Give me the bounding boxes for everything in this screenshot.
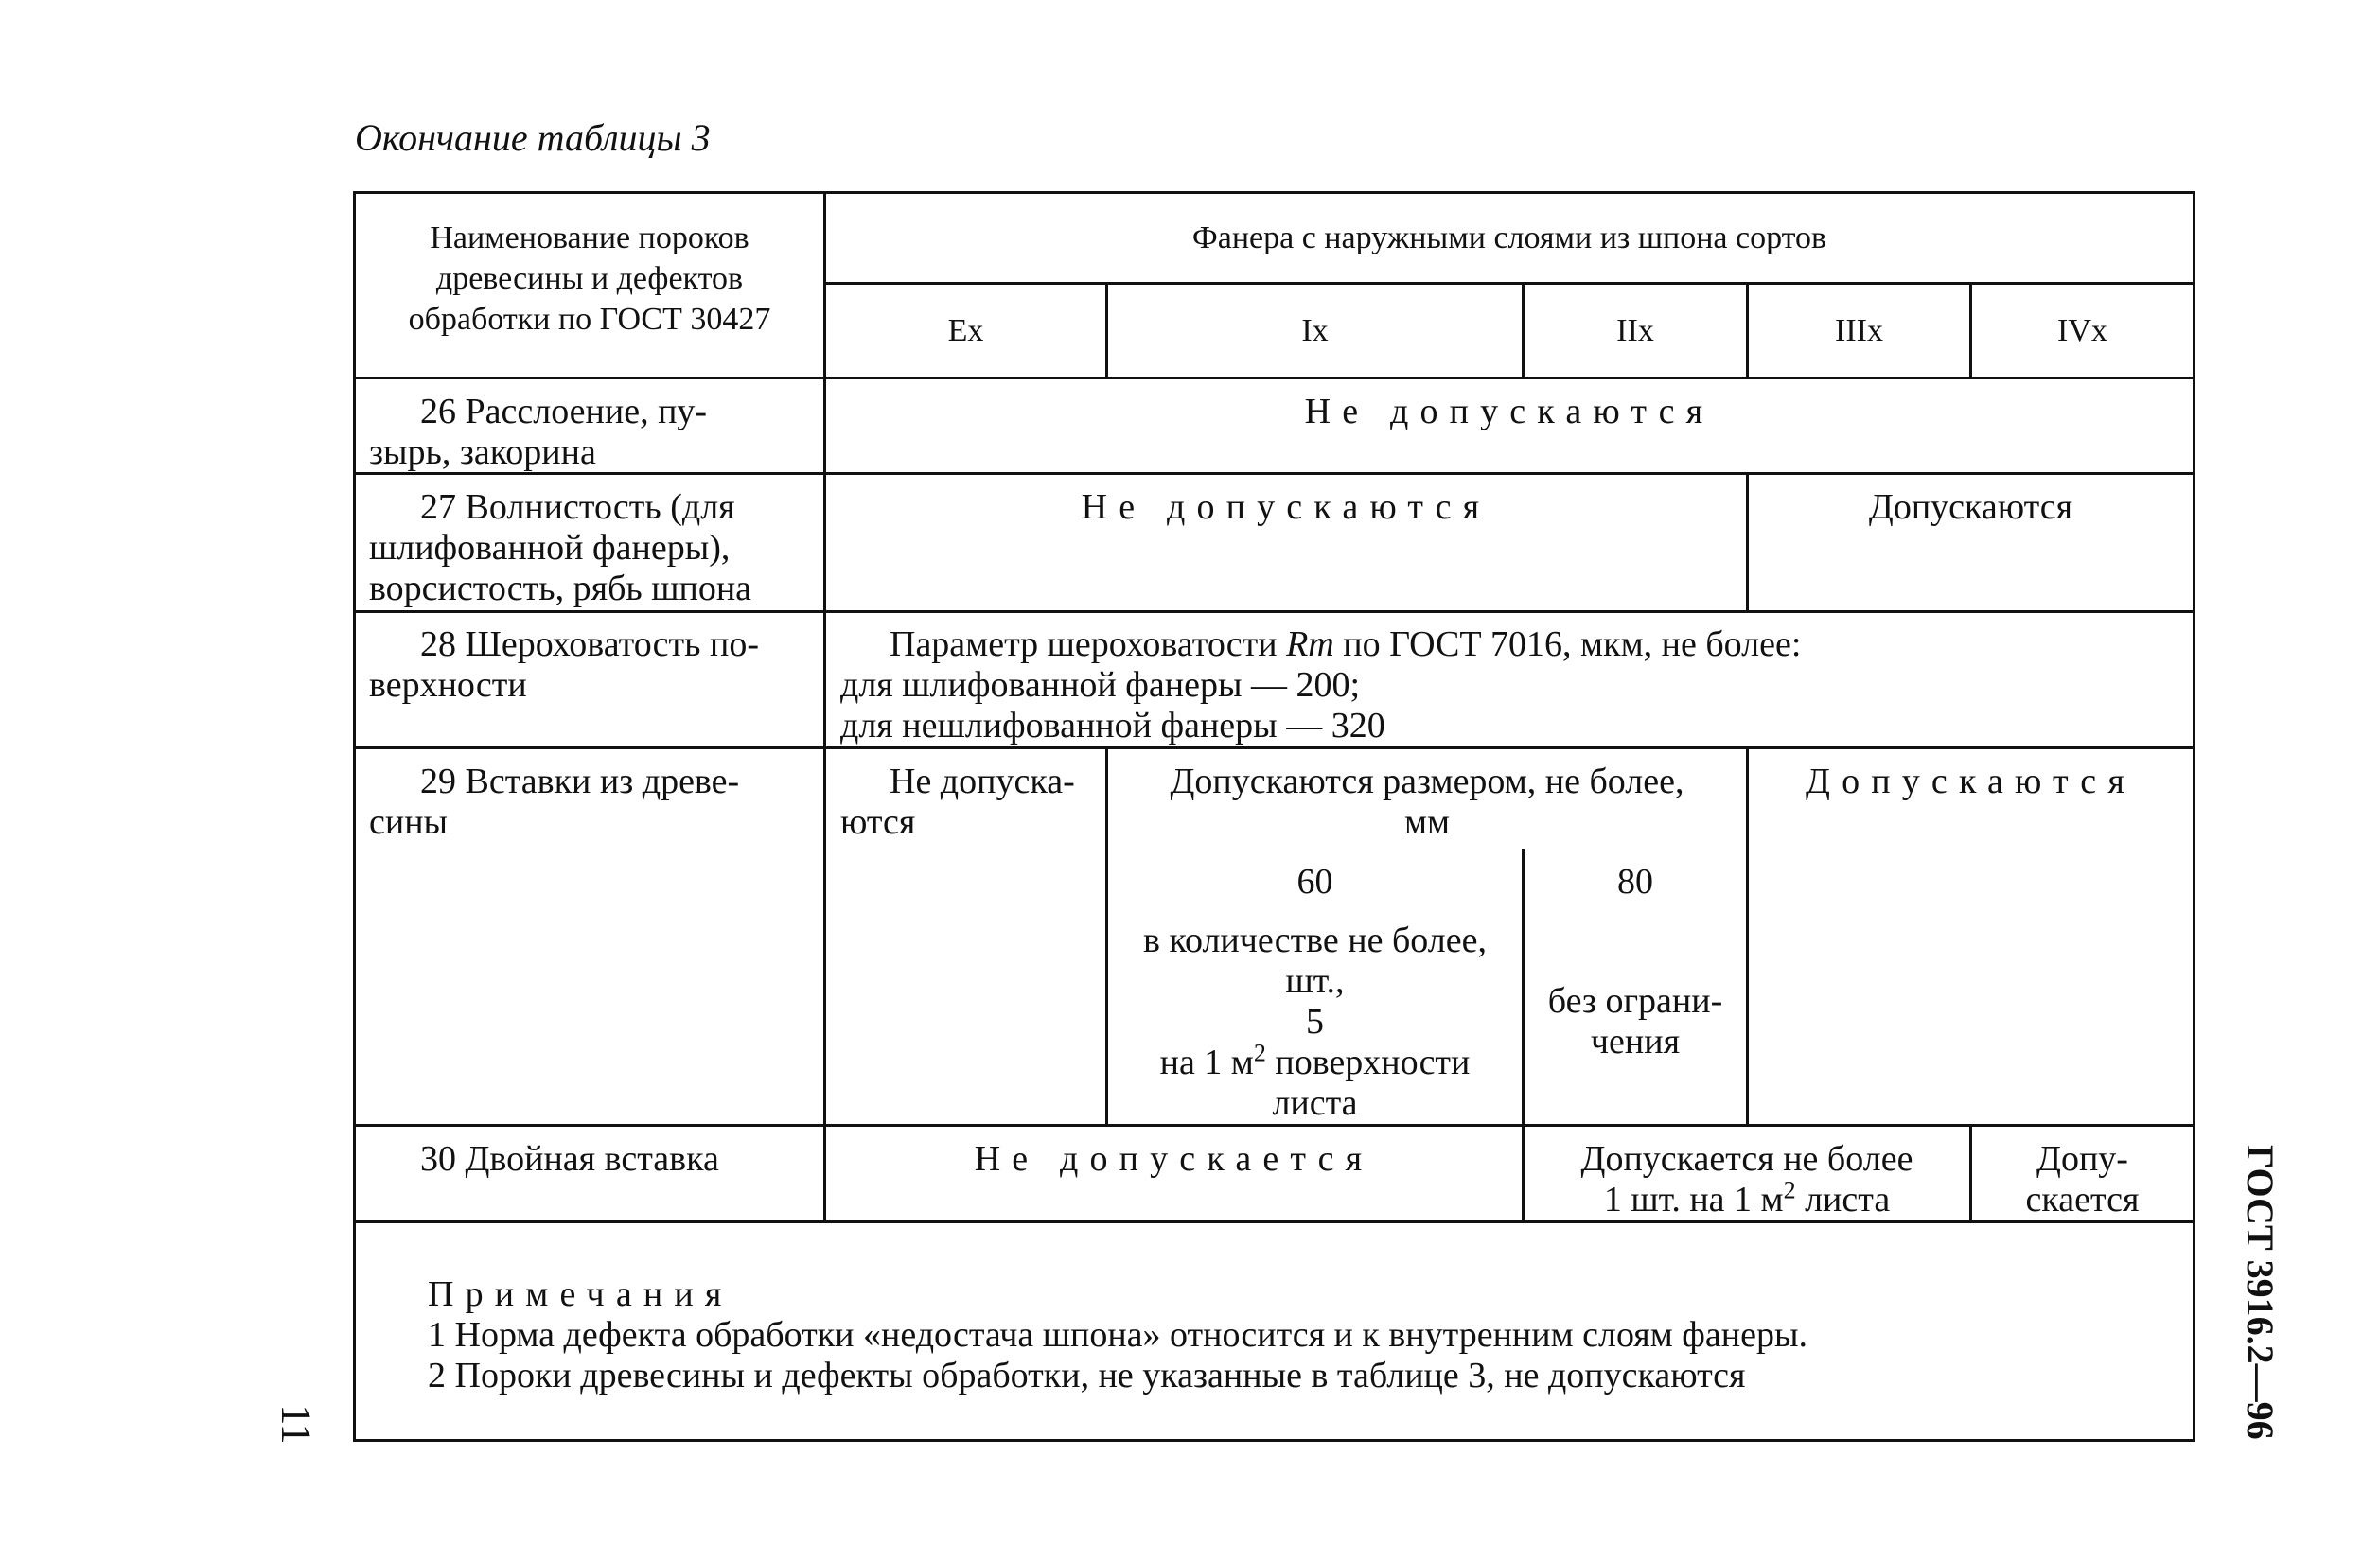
table-caption: Окончание таблицы 3 [355, 116, 711, 159]
ix-qty-line [1108, 1039, 1522, 1083]
row-name-line: верхности [369, 665, 527, 705]
ix-qty-line: в количестве не более, [1143, 921, 1487, 960]
iix-qty-line: без ограни- [1547, 981, 1723, 1021]
ix-qty-line: листа [1272, 1083, 1358, 1123]
allowed-size-label: мм [1403, 802, 1451, 842]
row-name-line: 28 Шероховатость по- [420, 624, 759, 664]
note-item: 2 Пороки древесины и дефекты обработки, не указанные в таблице 3, не допускаются [428, 1356, 1746, 1395]
row-name-line: 30 Двойная вставка [420, 1139, 719, 1179]
row-value: Не допускаются [1081, 487, 1491, 527]
value-unit-exponent: 2 [1783, 1176, 1796, 1204]
notes-title: Примечания [428, 1274, 733, 1314]
qty-unit-suffix: поверхности [1265, 1043, 1471, 1082]
grade-ix: Ix [1301, 313, 1329, 348]
row-name-line: ворсистость, рябь шпона [369, 569, 752, 608]
group-header: Фанера с наружными слоями из шпона сортов [1191, 220, 1827, 255]
grade-iix: IIx [1616, 313, 1654, 348]
row-value: Не допускаются [1304, 392, 1715, 431]
row-value-line: скается [2025, 1180, 2140, 1219]
row-name-line: 27 Волнистость (для [420, 487, 735, 527]
roughness-line: для нешлифованной фанеры — 320 [840, 706, 1385, 746]
row-name-line: 29 Вставки из древе- [420, 762, 740, 801]
value-unit: 1 шт. на 1 м [1603, 1180, 1784, 1219]
allowed-size-label: Допускаются размером, не более, [1170, 762, 1684, 801]
row-name-line: сины [369, 802, 449, 842]
document-code: ГОСТ 3916.2—96 [2239, 1145, 2282, 1440]
row-name-line: шлифованной фанеры), [369, 528, 731, 568]
row-value-line: Допу- [2036, 1139, 2128, 1179]
header-name-line: обработки по ГОСТ 30427 [408, 302, 771, 337]
row-name-line: зырь, закорина [369, 432, 596, 472]
header-name-line: Наименование пороков [430, 220, 749, 255]
grade-ex: Ex [947, 313, 984, 348]
roughness-prefix: Параметр шероховатости [890, 624, 1287, 664]
note-item: 1 Норма дефекта обработки «недостача шпона» относится и к внутренним слоям фанеры. [428, 1315, 1807, 1355]
iix-qty-line: чения [1590, 1022, 1681, 1062]
roughness-symbol: Rm [1286, 624, 1334, 664]
ex-value: Не допуска- [890, 762, 1075, 801]
row-value: Не допускается [974, 1139, 1374, 1179]
ix-size: 60 [1296, 862, 1333, 902]
grade-ivx: IVx [2057, 313, 2107, 348]
iix-size: 80 [1617, 862, 1653, 902]
row-name-line: 26 Расслоение, пу- [420, 392, 708, 431]
ix-qty-line: шт., [1285, 961, 1345, 1001]
row-value-line: Допускается не более [1580, 1139, 1913, 1179]
header-name-line: древесины и дефектов [435, 261, 744, 296]
roughness-line: для шлифованной фанеры — 200; [840, 665, 1361, 705]
rest-value: Допускаются [1806, 762, 2136, 801]
qty-unit: на 1 м [1159, 1043, 1254, 1082]
roughness-line [890, 624, 1801, 665]
value-unit-suffix: листа [1795, 1180, 1891, 1219]
row-value: Допускаются [1868, 487, 2073, 527]
roughness-suffix: по ГОСТ 7016, мкм, не более: [1333, 624, 1802, 664]
row-value-line [1525, 1176, 1969, 1220]
ix-qty-line: 5 [1306, 1002, 1324, 1042]
qty-unit-exponent: 2 [1253, 1039, 1266, 1067]
grade-iiix: IIIx [1835, 313, 1883, 348]
page-number: 11 [273, 1404, 320, 1445]
ex-value: ются [840, 802, 916, 842]
